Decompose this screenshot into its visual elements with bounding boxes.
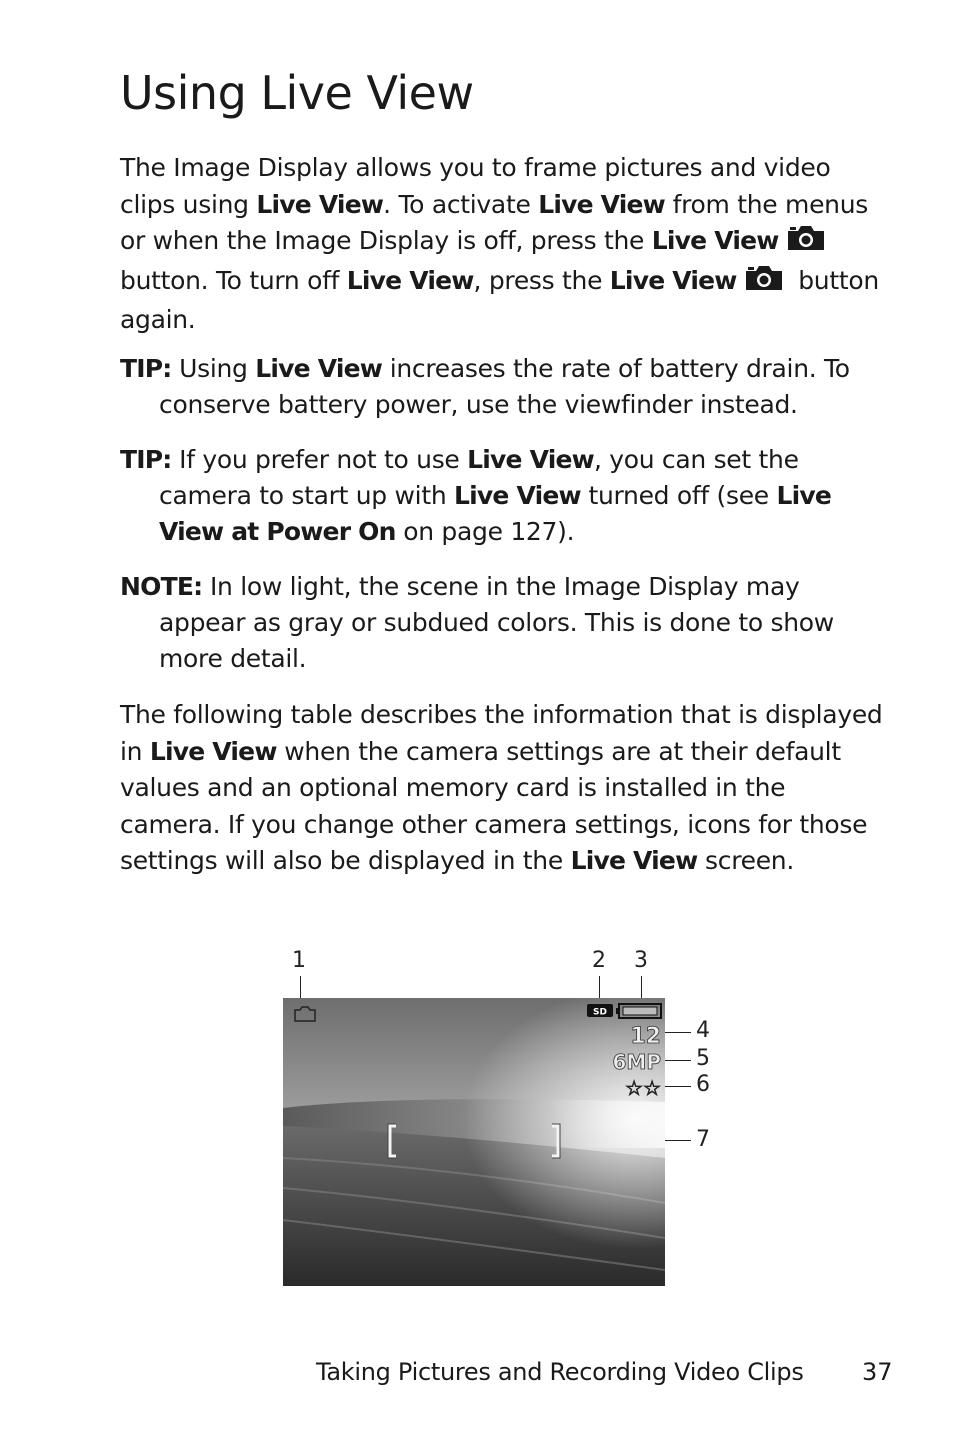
tip-startup — [120, 442, 890, 550]
callout-5: 5 — [696, 1046, 710, 1071]
note-low-light — [120, 569, 890, 677]
live-view-term: Live View — [346, 265, 474, 295]
memory-card-label: SD — [593, 1007, 607, 1018]
text: , press the — [473, 265, 610, 295]
tip-battery — [120, 351, 890, 423]
live-view-term: Live View — [609, 265, 737, 295]
live-view-term: Live View — [256, 189, 384, 219]
text: button again. — [120, 265, 879, 334]
live-view-term: Live View — [570, 846, 698, 875]
table-intro-paragraph — [120, 697, 890, 880]
live-view-screen — [283, 998, 665, 1286]
text: on page 127). — [395, 517, 575, 546]
resolution-indicator: 6MP — [612, 1050, 661, 1074]
live-view-term: Live View — [538, 189, 665, 219]
text: screen. — [697, 846, 794, 875]
text: from the menus or when the Image Display is off, press the — [120, 189, 868, 255]
text: when the camera settings are at their default values and an optional memory card is installed in the camera. If you change other camera settings, icons for those settings will also be displayed in the — [120, 736, 868, 875]
quality-stars: ☆☆ — [625, 1076, 661, 1100]
live-view-term: Live View — [255, 354, 383, 383]
live-view-term: Live View — [149, 736, 277, 766]
text: In low light, the scene in the Image Display may appear as gray or subdued colors. This is done to show more detail. — [159, 572, 834, 673]
callout-3-leader — [641, 976, 642, 1000]
page-number: 37 — [862, 1358, 893, 1386]
tip-label: TIP: — [120, 445, 172, 474]
text: If you prefer not to use — [171, 445, 468, 474]
callout-1-leader — [300, 976, 301, 998]
live-view-term: Live View — [467, 445, 594, 474]
callout-6-leader — [664, 1086, 691, 1087]
text: Using — [171, 354, 256, 383]
callout-2-leader — [599, 976, 600, 1000]
page-title: Using Live View — [120, 66, 474, 120]
callout-4-leader — [664, 1032, 691, 1033]
shots-remaining: 12 — [630, 1024, 661, 1049]
text: increases the rate of battery drain. To conserve battery power, use the viewfinder instead. — [159, 354, 850, 419]
callout-5-leader — [664, 1060, 691, 1061]
callout-3: 3 — [634, 948, 648, 973]
intro-paragraph — [120, 150, 890, 339]
footer-section-title: Taking Pictures and Recording Video Clips — [316, 1358, 804, 1386]
text: . To activate — [383, 189, 539, 219]
camera-icon — [743, 264, 785, 303]
text: , you can set the camera to start up with — [159, 445, 799, 510]
callout-7: 7 — [696, 1127, 710, 1152]
text: The following table describes the information that is displayed in — [120, 700, 883, 766]
text: button. To turn off — [120, 265, 347, 295]
cross-reference: Live View at Power On — [159, 481, 832, 546]
live-view-term: Live View — [651, 226, 779, 255]
text: turned off (see — [580, 481, 777, 510]
memory-card-icon — [587, 1004, 613, 1018]
callout-2: 2 — [592, 948, 606, 973]
note-label: NOTE: — [120, 572, 203, 601]
tip-label: TIP: — [120, 354, 172, 383]
live-view-term: Live View — [454, 481, 581, 510]
callout-1: 1 — [292, 948, 306, 973]
callout-4: 4 — [696, 1018, 710, 1043]
callout-6: 6 — [696, 1072, 710, 1097]
text: The Image Display allows you to frame pictures and video clips using — [120, 153, 831, 219]
camera-icon — [785, 224, 827, 263]
